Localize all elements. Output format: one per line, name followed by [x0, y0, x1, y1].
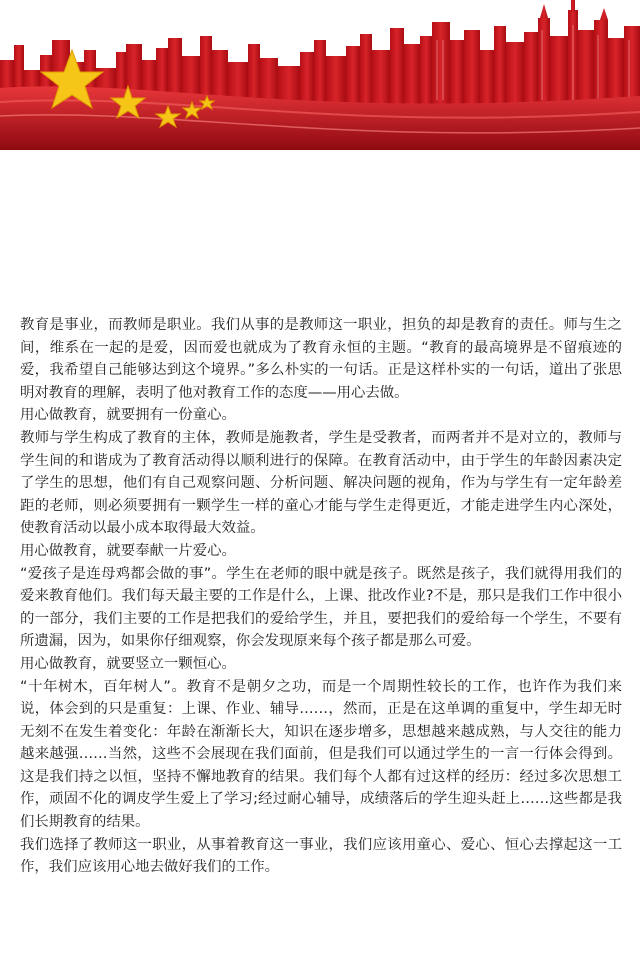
paragraph: “爱孩子是连母鸡都会做的事”。学生在老师的眼中就是孩子。既然是孩子，我们就得用我们的爱来教育他们。我们每天最主要的工作是什么，上课、批改作业?不是，那只是我们工作中很小的一部分，我们主要的工作是把我们的爱给学生，并且，要把我们的爱给每一个学生，不要有所遗漏，因为，如果你仔细观察，你会发现原来每个孩子都是那么可爱。 [20, 565, 622, 650]
article-body [20, 314, 622, 879]
paragraph: 我们选择了教师这一职业，从事着教育这一事业，我们应该用童心、爱心、恒心去撑起这一工作，我们应该用心地去做好我们的工作。 [20, 836, 622, 876]
section-heading: 用心做教育，就要奉献一片爱心。 [20, 542, 236, 559]
header-banner [0, 0, 640, 150]
paragraph: “十年树木，百年树人”。教育不是朝夕之功，而是一个周期性较长的工作，也许作为我们来说，体会到的只是重复：上课、作业、辅导……，然而，正是在这单调的重复中，学生却无时无刻不在发生着变化：年龄在渐渐长大，知识在逐步增多，思想越来越成熟，与人交往的能力越来越强……当然，这些不会展现在我们面前，但是我们可以通过学生的一言一行体会得到。这是我们持之以恒，坚持不懈地教育的结果。我们每个人都有过这样的经历：经过多次思想工作，顽固不化的调皮学生爱上了学习;经过耐心辅导，成绩落后的学生迎头赶上……这些都是我们长期教育的结果。 [20, 678, 622, 831]
city-skyline-banner-image [0, 0, 640, 150]
paragraph: 教师与学生构成了教育的主体，教师是施教者，学生是受教者，而两者并不是对立的，教师与学生间的和谐成为了教育活动得以顺利进行的保障。在教育活动中，由于学生的年龄因素决定了学生的思想，他们有自己观察问题、分析问题、解决问题的视角，作为与学生有一定年龄差距的老师，则必须要拥有一颗学生一样的童心才能与学生走得更近，才能走进学生内心深处，使教育活动以最小成本取得最大效益。 [20, 429, 622, 537]
section-heading: 用心做教育，就要竖立一颗恒心。 [20, 655, 236, 672]
paragraph: 教育是事业，而教师是职业。我们从事的是教师这一职业，担负的却是教育的责任。师与生之间，维系在一起的是爱，因而爱也就成为了教育永恒的主题。“教育的最高境界是不留痕迹的爱，我希望自己能够达到这个境界。”多么朴实的一句话。正是这样朴实的一句话，道出了张思明对教育的理解，表明了他对教育工作的态度——用心去做。 [20, 317, 622, 401]
section-heading: 用心做教育，就要拥有一份童心。 [20, 407, 236, 424]
